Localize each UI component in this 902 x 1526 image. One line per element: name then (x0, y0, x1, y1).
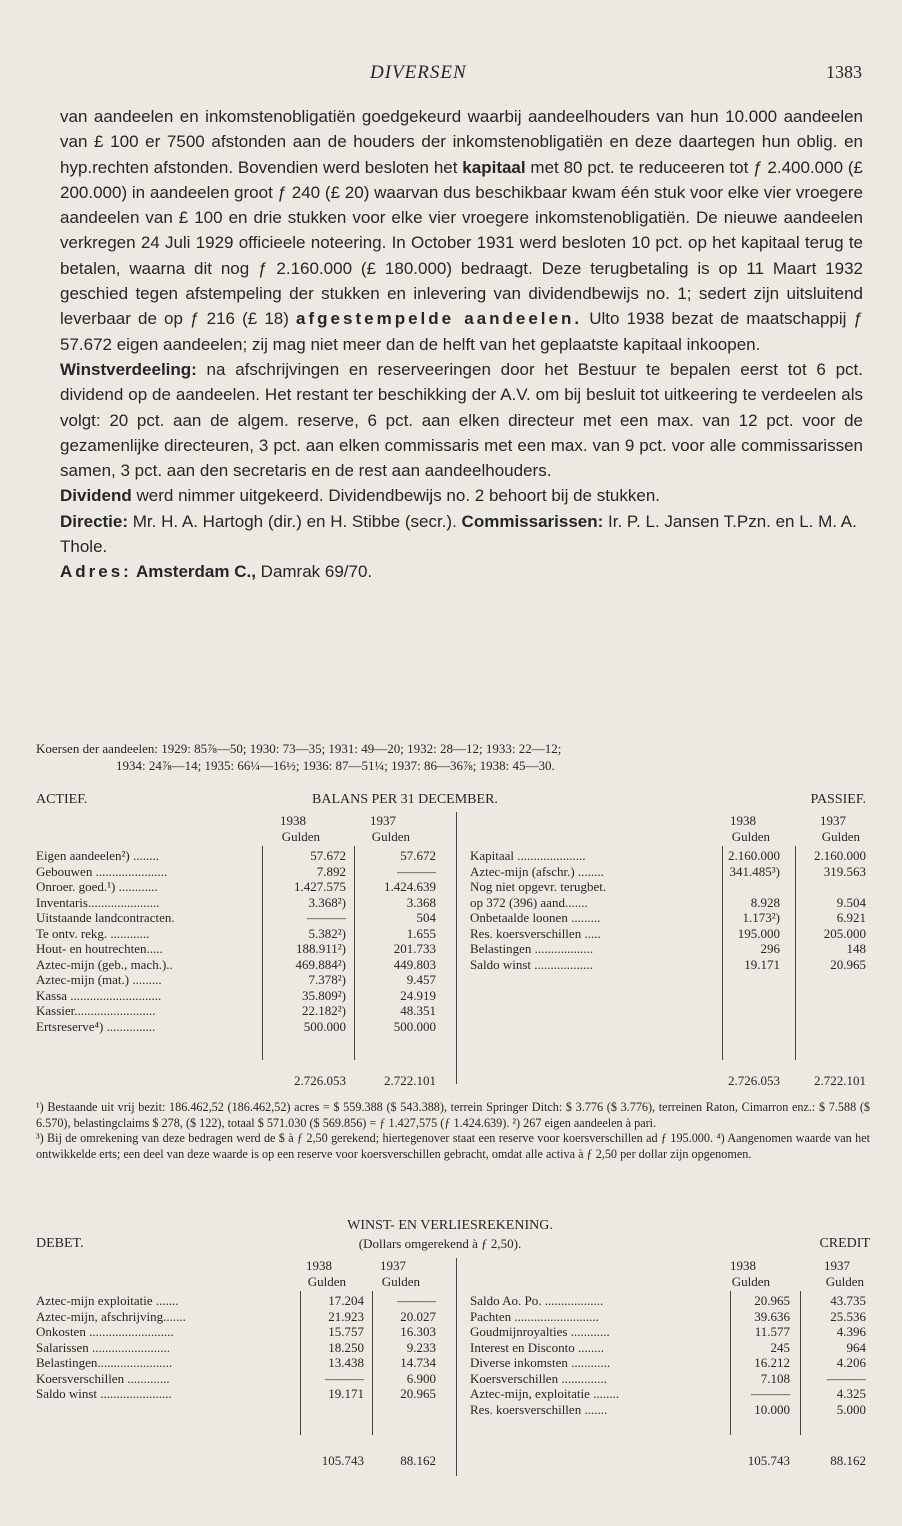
debet-value-1938: ——— (325, 1370, 364, 1386)
balans-title: BALANS PER 31 DECEMBER. (312, 792, 498, 807)
passief-row (470, 957, 866, 973)
debet-row-label: Salarissen ........................ (36, 1339, 170, 1355)
balans-divider (456, 812, 457, 1084)
adres-label: Adres: (60, 562, 132, 582)
footnote-3-4: ³) Bij de omrekening van deze bedragen werd de $ à ƒ 2,50 gerekend; hiertegenover staat een reserve voor koersverschillen ad ƒ 195.000. ⁴) Aangenomen waarde van het ontwikkelde erts; een deel van deze waarde is op een reserve voor koersverschillen gebracht, omdat alle activa à ƒ 2,50 per dollar zijn opgenomen. (36, 1131, 870, 1161)
unit-gulden: Gulden (825, 1273, 864, 1289)
passief-row-label: Aztec-mijn (afschr.) ........ (470, 863, 604, 879)
actief-row (36, 864, 446, 880)
actief-row-label: Uitstaande landcontracten. (36, 910, 175, 925)
credit-label: CREDIT (819, 1236, 870, 1251)
winst-column-headers-left (36, 1258, 446, 1289)
passief-value-1938: 296 (760, 941, 780, 956)
unit-gulden: Gulden (281, 828, 320, 844)
credit-total: 105.743 88.162 (747, 1453, 866, 1468)
debet-row-label: Koersverschillen ............. (36, 1370, 170, 1386)
credit-row-label: Pachten .......................... (470, 1308, 599, 1324)
actief-row (36, 941, 446, 957)
debet-row (36, 1355, 446, 1371)
passief-value-1938: 341.485³) (729, 863, 780, 879)
actief-value-1938: 22.182²) (302, 1003, 346, 1018)
actief-row-label: Ertsreserve⁴) ............... (36, 1018, 156, 1034)
unit-gulden: Gulden (731, 1273, 770, 1289)
passief-row (470, 926, 866, 942)
capital-paragraph: van aandeelen en inkomstenobligatiën goedgekeurd waarbij aandeelhouders van hun 10.000 aandeelen van £ 100 er 7500 afstonden aan de houders der inkomstenobligatiën en deze daartegen hun oblig. en hyp.rechten afstonden. Bovendien werd besloten het kapitaal met 80 pct. te reduceeren tot ƒ 2.400.000 (£ 200.000) in aandeelen groot ƒ 240 (£ 20) waarvan dus beschikbaar kwam één stuk voor elke vier vroegere aandeelen van £ 100 en drie stukken voor elke vier vroegere inkomstenobligatiën. De nieuwe aandeelen verkregen 24 Juli 1929 officieele noteering. In October 1931 werd besloten 10 pct. op het kapitaal terug te betalen, waarna dit nog ƒ 2.160.000 (£ 180.000) bedraagt. Deze terugbetaling is op 11 Maart 1932 geschied tegen afstempeling der stukken en inlevering van dividendbewijs no. 1; sedert zijn uitsluitend leverbaar de op ƒ 216 (£ 18) afgestempelde aandeelen. Ulto 1938 bezat de maatschappij ƒ 57.672 eigen aandeelen; zij mag niet meer dan de helft van het geplaatste kapitaal inkoopen. (60, 107, 863, 354)
actief-row (36, 879, 446, 895)
credit-value-1938: ——— (751, 1386, 790, 1401)
credit-value-1937: 43.735 (830, 1293, 866, 1308)
passief-total: 2.726.053 2.722.101 (728, 1073, 866, 1088)
passief-value-1937: 319.563 (823, 863, 866, 879)
debet-value-1938: 17.204 (328, 1293, 364, 1308)
year-1938: 1938 (280, 813, 306, 828)
actief-row (36, 926, 446, 942)
actief-value-1937: ——— (397, 863, 436, 879)
share-prices-line-1: Koersen der aandeelen: 1929: 85⅞—50; 1930: 73—35; 1931: 49—20; 1932: 28—12; 1933: 22—12; (36, 741, 562, 756)
passief-row-label: Onbetaalde loonen ......... (470, 910, 601, 925)
year-1937: 1937 (370, 813, 396, 828)
passief-row (470, 879, 866, 895)
credit-value-1937: 964 (846, 1339, 866, 1355)
credit-row (470, 1386, 866, 1402)
passief-value-1938: 2.160.000 (728, 848, 780, 863)
winstverdeeling-paragraph: Winstverdeeling: na afschrijvingen en reserveeringen door het Bestuur te bepalen eerst tot 6 pct. dividend op de aandeelen. Het restant ter beschikking der A.V. om bij besluit tot uitkeering te verdeelen als volgt: 20 pct. aan de algem. reserve, 6 pct. aan elken directeur met een max. van 12 pct. voor de gezamenlijke directeuren, 3 pct. aan elken commissaris met een max. van 9 pct. voor alle commissarissen samen, 3 pct. aan den secretaris en de rest aan aandeelhouders. (60, 359, 863, 481)
debet-value-1938: 18.250 (328, 1339, 364, 1355)
debet-value-1937: 20.027 (400, 1308, 436, 1324)
actief-total: 2.726.053 2.722.101 (294, 1073, 436, 1088)
passief-row-label: Belastingen .................. (470, 941, 594, 956)
section-title: DIVERSEN (370, 62, 467, 83)
credit-row (470, 1324, 866, 1340)
actief-value-1937: 449.803 (393, 956, 436, 972)
actief-row-label: Inventaris...................... (36, 894, 160, 910)
balans-col-rule (795, 846, 796, 1060)
balans-column-headers-right (466, 813, 866, 844)
debet-row (36, 1309, 446, 1325)
afgestempelde-label: afgestempelde aandeelen. (296, 309, 583, 329)
actief-value-1937: 3.368 (406, 894, 436, 910)
actief-row (36, 988, 446, 1004)
share-prices (36, 740, 866, 774)
actief-row (36, 895, 446, 911)
debet-value-1937: 14.734 (400, 1355, 436, 1370)
debet-row-label: Aztec-mijn exploitatie ....... (36, 1293, 179, 1308)
passief-value-1937: 2.160.000 (814, 848, 866, 863)
debet-value-1937: 20.965 (400, 1386, 436, 1401)
passief-value-1937: 20.965 (830, 956, 866, 972)
passief-value-1937: 9.504 (836, 894, 866, 910)
passief-row (470, 864, 866, 880)
credit-row (470, 1309, 866, 1325)
passief-row (470, 895, 866, 911)
debet-label: DEBET. (36, 1236, 84, 1251)
debet-value-1937: 16.303 (400, 1324, 436, 1339)
debet-row (36, 1324, 446, 1340)
passief-value-1938: 195.000 (737, 925, 780, 941)
credit-value-1938: 10.000 (754, 1401, 790, 1417)
unit-gulden: Gulden (371, 828, 410, 844)
page-number: 1383 (826, 62, 862, 82)
actief-value-1937: 24.919 (400, 987, 436, 1003)
debet-table (36, 1293, 446, 1402)
adres-paragraph: Adres: Amsterdam C., Damrak 69/70. (60, 562, 373, 582)
passief-value-1937: 148 (846, 941, 866, 956)
actief-value-1938: 1.427.575 (294, 879, 346, 894)
winst-col-rule (730, 1291, 731, 1435)
actief-row-label: Aztec-mijn (mat.) ......... (36, 972, 162, 987)
actief-value-1938: 7.892 (316, 863, 346, 879)
balans-footnotes (36, 1100, 870, 1162)
credit-table (470, 1293, 866, 1417)
credit-row (470, 1402, 866, 1418)
directie-label: Directie: (60, 511, 129, 531)
credit-value-1938: 7.108 (760, 1370, 790, 1386)
unit-gulden: Gulden (731, 828, 770, 844)
winstverdeeling-label: Winstverdeeling: (60, 359, 197, 379)
passief-row (470, 910, 866, 926)
winst-col-rule (800, 1291, 801, 1435)
actief-row (36, 957, 446, 973)
credit-value-1938: 16.212 (754, 1355, 790, 1370)
actief-row-label: Aztec-mijn (geb., mach.).. (36, 956, 173, 972)
debet-row (36, 1371, 446, 1387)
year-1937: 1937 (380, 1258, 406, 1273)
credit-row-label: Koersverschillen .............. (470, 1370, 607, 1386)
actief-value-1938: 35.809²) (302, 987, 346, 1003)
passief-row-label: Saldo winst .................. (470, 956, 593, 972)
adres-city: Amsterdam C., (131, 562, 256, 582)
page-header (0, 62, 902, 88)
footnote-1-2: ¹) Bestaande uit vrij bezit: 186.462,52 (186.462,52) acres = $ 559.388 ($ 543.388), terrein Springer Ditch: $ 3.776 ($ 3.776), terreinen Raton, Cimarron enz.: $ 7.588 ($ 6.570), belastingclaims $ 278, ($ 122), totaal $ 571.030 ($ 569.856) = ƒ 1.427,575 (ƒ 1.424.639). ²) 267 eigen aandeelen à pari. (36, 1100, 870, 1130)
balans-col-rule (722, 846, 723, 1060)
passief-row (470, 848, 866, 864)
actief-row-label: Eigen aandeelen²) ........ (36, 848, 160, 863)
winst-divider (456, 1258, 457, 1476)
actief-row-label: Kassa ............................ (36, 987, 162, 1003)
credit-value-1937: 4.396 (836, 1324, 866, 1339)
credit-value-1937: 5.000 (836, 1401, 866, 1417)
actief-value-1937: 1.424.639 (384, 879, 436, 894)
year-1938: 1938 (730, 1258, 756, 1273)
debet-value-1937: 9.233 (406, 1339, 436, 1355)
debet-row-label: Saldo winst ...................... (36, 1386, 172, 1401)
unit-gulden: Gulden (821, 828, 860, 844)
credit-value-1937: 25.536 (830, 1308, 866, 1324)
debet-row (36, 1340, 446, 1356)
winst-subtitle: (Dollars omgerekend à ƒ 2,50). (358, 1236, 522, 1251)
credit-row-label: Goudmijnroyalties ............ (470, 1324, 610, 1339)
actief-row-label: Kassier......................... (36, 1003, 156, 1018)
actief-table (36, 848, 446, 1034)
commissarissen-label: Commissarissen: (461, 511, 604, 531)
actief-value-1938: 57.672 (310, 848, 346, 863)
directie-paragraph: Directie: Mr. H. A. Hartogh (dir.) en H. Stibbe (secr.). Commissarissen: Ir. P. L. Jansen T.Pzn. en L. M. A. Thole. (60, 511, 857, 557)
credit-value-1937: 4.325 (836, 1386, 866, 1401)
credit-value-1938: 11.577 (754, 1324, 790, 1339)
balans-col-rule (262, 846, 263, 1060)
actief-value-1938: ——— (307, 910, 346, 925)
dividend-label: Dividend (60, 486, 132, 506)
credit-row (470, 1293, 866, 1309)
actief-value-1937: 1.655 (406, 925, 436, 941)
credit-value-1938: 39.636 (754, 1308, 790, 1324)
actief-row (36, 1019, 446, 1035)
credit-row (470, 1340, 866, 1356)
actief-label: ACTIEF. (36, 792, 88, 807)
passief-row-label: Nog niet opgevr. terugbet. (470, 879, 607, 894)
debet-value-1938: 15.757 (328, 1324, 364, 1339)
credit-row-label: Res. koersverschillen ....... (470, 1401, 608, 1417)
debet-total: 105.743 88.162 (321, 1453, 436, 1468)
balans-col-rule (354, 846, 355, 1060)
debet-row-label: Onkosten .......................... (36, 1324, 174, 1339)
year-1938: 1938 (306, 1258, 332, 1273)
winst-col-rule (372, 1291, 373, 1435)
credit-value-1937: ——— (827, 1370, 866, 1386)
actief-row-label: Onroer. goed.¹) ............ (36, 879, 158, 894)
passief-row-label: op 372 (396) aand....... (470, 894, 588, 910)
debet-row (36, 1386, 446, 1402)
passief-value-1938: 19.171 (744, 956, 780, 972)
debet-value-1938: 19.171 (328, 1386, 364, 1401)
actief-value-1937: 201.733 (393, 941, 436, 956)
passief-label: PASSIEF. (810, 792, 866, 807)
credit-value-1938: 245 (770, 1339, 790, 1355)
actief-row (36, 848, 446, 864)
actief-value-1937: 48.351 (400, 1003, 436, 1018)
unit-gulden: Gulden (307, 1273, 346, 1289)
debet-row (36, 1293, 446, 1309)
unit-gulden: Gulden (381, 1273, 420, 1289)
kapitaal-label: kapitaal (462, 157, 526, 177)
passief-value-1938: 1.173²) (742, 910, 780, 925)
winst-column-headers-right (470, 1258, 866, 1289)
actief-row-label: Te ontv. rekg. ............ (36, 925, 150, 941)
share-prices-line-2: 1934: 24⅞—14; 1935: 66¼—16½; 1936: 87—51¼; 1937: 86—36⅞; 1938: 45—30. (116, 758, 555, 773)
actief-row-label: Hout- en houtrechten..... (36, 941, 163, 956)
passief-value-1937: 6.921 (836, 910, 866, 925)
credit-value-1938: 20.965 (754, 1293, 790, 1308)
passief-value-1938: 8.928 (750, 894, 780, 910)
actief-row (36, 910, 446, 926)
actief-row-label: Gebouwen ...................... (36, 863, 168, 879)
company-description (60, 104, 863, 585)
actief-value-1937: 500.000 (393, 1018, 436, 1034)
debet-row-label: Aztec-mijn, afschrijving....... (36, 1308, 186, 1324)
passief-row-label: Res. koersverschillen ..... (470, 925, 601, 941)
credit-row-label: Interest en Disconto ........ (470, 1339, 604, 1355)
passief-row-label: Kapitaal ..................... (470, 848, 586, 863)
actief-value-1937: 504 (416, 910, 436, 925)
debet-value-1937: ——— (397, 1293, 436, 1308)
actief-value-1938: 469.884²) (295, 956, 346, 972)
winst-title: WINST- EN VERLIESREKENING. (347, 1218, 553, 1233)
year-1937: 1937 (820, 813, 846, 828)
actief-row (36, 1003, 446, 1019)
actief-value-1938: 500.000 (303, 1018, 346, 1034)
credit-row-label: Saldo Ao. Po. .................. (470, 1293, 604, 1308)
debet-value-1938: 21.923 (328, 1308, 364, 1324)
actief-value-1938: 188.911²) (296, 941, 346, 956)
credit-row (470, 1355, 866, 1371)
year-1937: 1937 (824, 1258, 850, 1273)
passief-value-1937: 205.000 (823, 925, 866, 941)
passief-row (470, 941, 866, 957)
actief-value-1937: 57.672 (400, 848, 436, 863)
passief-table (470, 848, 866, 972)
credit-row-label: Diverse inkomsten ............ (470, 1355, 611, 1370)
credit-row-label: Aztec-mijn, exploitatie ........ (470, 1386, 620, 1401)
dividend-paragraph: Dividend werd nimmer uitgekeerd. Dividendbewijs no. 2 behoort bij de stukken. (60, 486, 661, 506)
balans-column-headers-left (36, 813, 446, 844)
year-1938: 1938 (730, 813, 756, 828)
actief-row (36, 972, 446, 988)
debet-value-1938: 13.438 (328, 1355, 364, 1370)
credit-row (470, 1371, 866, 1387)
actief-value-1937: 9.457 (406, 972, 436, 987)
actief-value-1938: 3.368²) (308, 894, 346, 910)
credit-value-1937: 4.206 (836, 1355, 866, 1370)
actief-value-1938: 5.382²) (308, 925, 346, 941)
actief-value-1938: 7.378²) (308, 972, 346, 987)
debet-row-label: Belastingen....................... (36, 1355, 173, 1370)
winst-col-rule (300, 1291, 301, 1435)
debet-value-1937: 6.900 (406, 1370, 436, 1386)
